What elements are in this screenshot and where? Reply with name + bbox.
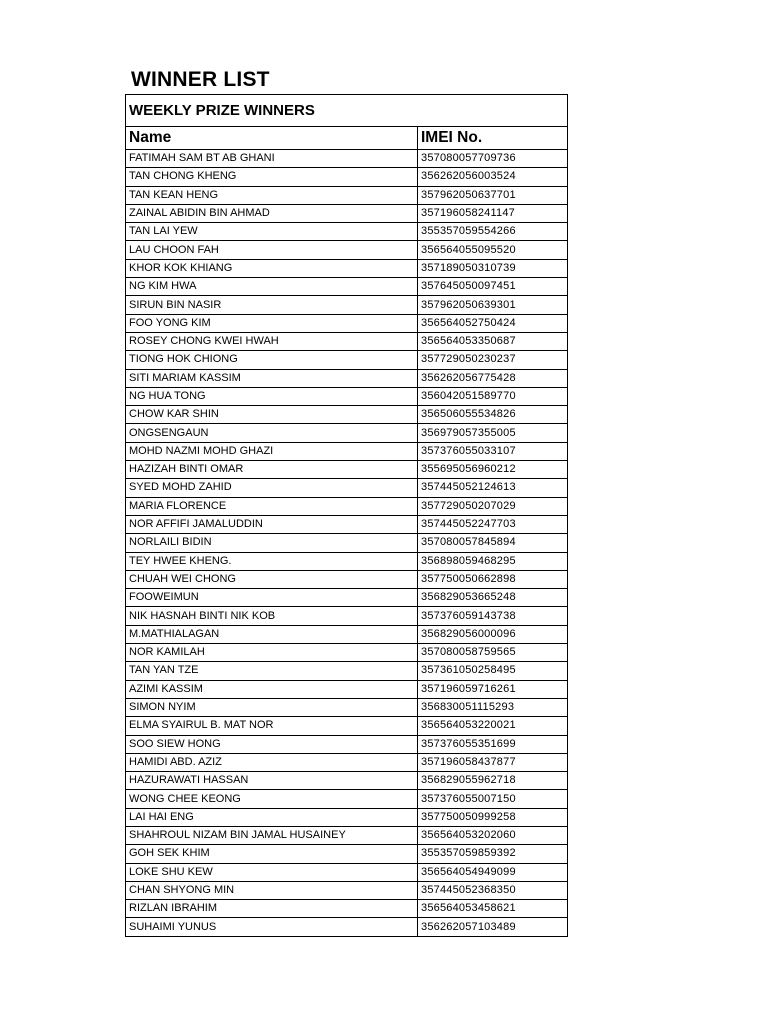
table-row bbox=[126, 570, 568, 588]
winner-name-cell: ONGSENGAUN bbox=[126, 424, 418, 442]
table-row bbox=[126, 424, 568, 442]
imei-cell: 355357059554266 bbox=[418, 223, 568, 241]
winner-name-cell: M.MATHIALAGAN bbox=[126, 625, 418, 643]
winner-name-cell: TAN CHONG KHENG bbox=[126, 168, 418, 186]
imei-cell: 356829056000096 bbox=[418, 625, 568, 643]
table-row bbox=[126, 698, 568, 716]
table-row bbox=[126, 790, 568, 808]
winner-name-cell: NG HUA TONG bbox=[126, 387, 418, 405]
winner-name-cell: SUHAIMI YUNUS bbox=[126, 918, 418, 936]
winner-name-cell: CHOW KAR SHIN bbox=[126, 406, 418, 424]
imei-cell: 357376059143738 bbox=[418, 607, 568, 625]
table-row bbox=[126, 863, 568, 881]
imei-cell: 357445052124613 bbox=[418, 479, 568, 497]
winner-name-cell: SOO SIEW HONG bbox=[126, 735, 418, 753]
imei-cell: 357080057845894 bbox=[418, 534, 568, 552]
imei-cell: 355357059859392 bbox=[418, 845, 568, 863]
table-row bbox=[126, 314, 568, 332]
winner-name-cell: CHAN SHYONG MIN bbox=[126, 881, 418, 899]
winner-name-cell: SYED MOHD ZAHID bbox=[126, 479, 418, 497]
imei-cell: 356564053202060 bbox=[418, 826, 568, 844]
winner-name-cell: NOR AFFIFI JAMALUDDIN bbox=[126, 515, 418, 533]
winner-name-cell: GOH SEK KHIM bbox=[126, 845, 418, 863]
table-row bbox=[126, 296, 568, 314]
imei-cell: 356564055095520 bbox=[418, 241, 568, 259]
winner-name-cell: SIRUN BIN NASIR bbox=[126, 296, 418, 314]
winner-name-cell: TIONG HOK CHIONG bbox=[126, 351, 418, 369]
winner-name-cell: HAZIZAH BINTI OMAR bbox=[126, 461, 418, 479]
table-row bbox=[126, 442, 568, 460]
winner-name-cell: NOR KAMILAH bbox=[126, 644, 418, 662]
imei-cell: 356564052750424 bbox=[418, 314, 568, 332]
table-row bbox=[126, 150, 568, 168]
table-row bbox=[126, 497, 568, 515]
imei-cell: 357080057709736 bbox=[418, 150, 568, 168]
table-row bbox=[126, 735, 568, 753]
table-row bbox=[126, 278, 568, 296]
imei-cell: 357376055033107 bbox=[418, 442, 568, 460]
imei-cell: 355695056960212 bbox=[418, 461, 568, 479]
winner-name-cell: CHUAH WEI CHONG bbox=[126, 570, 418, 588]
table-row bbox=[126, 589, 568, 607]
winner-name-cell: ROSEY CHONG KWEI HWAH bbox=[126, 332, 418, 350]
imei-cell: 357729050207029 bbox=[418, 497, 568, 515]
table-row bbox=[126, 662, 568, 680]
winner-name-cell: ELMA SYAIRUL B. MAT NOR bbox=[126, 717, 418, 735]
table-row bbox=[126, 186, 568, 204]
table-row bbox=[126, 717, 568, 735]
winner-table-body bbox=[126, 95, 568, 937]
table-row bbox=[126, 552, 568, 570]
winner-name-cell: FOO YONG KIM bbox=[126, 314, 418, 332]
winner-name-cell: LAU CHOON FAH bbox=[126, 241, 418, 259]
table-row bbox=[126, 406, 568, 424]
winner-name-cell: SITI MARIAM KASSIM bbox=[126, 369, 418, 387]
winner-name-cell: MOHD NAZMI MOHD GHAZI bbox=[126, 442, 418, 460]
section-heading: WEEKLY PRIZE WINNERS bbox=[126, 95, 568, 127]
winner-name-cell: KHOR KOK KHIANG bbox=[126, 259, 418, 277]
table-row bbox=[126, 479, 568, 497]
winner-name-cell: TAN LAI YEW bbox=[126, 223, 418, 241]
imei-cell: 356506055534826 bbox=[418, 406, 568, 424]
imei-cell: 357189050310739 bbox=[418, 259, 568, 277]
winner-table bbox=[125, 94, 568, 937]
imei-cell: 357445052247703 bbox=[418, 515, 568, 533]
winner-name-cell: HAMIDI ABD. AZIZ bbox=[126, 753, 418, 771]
winner-name-cell: TEY HWEE KHENG. bbox=[126, 552, 418, 570]
table-row bbox=[126, 241, 568, 259]
section-heading-row bbox=[126, 95, 568, 127]
table-row bbox=[126, 607, 568, 625]
imei-cell: 356564053220021 bbox=[418, 717, 568, 735]
winner-name-cell: ZAINAL ABIDIN BIN AHMAD bbox=[126, 204, 418, 222]
imei-cell: 356042051589770 bbox=[418, 387, 568, 405]
winner-name-cell: LAI HAI ENG bbox=[126, 808, 418, 826]
winner-name-cell: HAZURAWATI HASSAN bbox=[126, 772, 418, 790]
column-header-row bbox=[126, 127, 568, 150]
imei-cell: 357750050999258 bbox=[418, 808, 568, 826]
table-row bbox=[126, 204, 568, 222]
imei-cell: 356262056003524 bbox=[418, 168, 568, 186]
imei-cell: 356564054949099 bbox=[418, 863, 568, 881]
winner-name-cell: TAN KEAN HENG bbox=[126, 186, 418, 204]
imei-cell: 356564053458621 bbox=[418, 900, 568, 918]
table-row bbox=[126, 772, 568, 790]
table-row bbox=[126, 625, 568, 643]
imei-cell: 356829055962718 bbox=[418, 772, 568, 790]
imei-cell: 356262056775428 bbox=[418, 369, 568, 387]
imei-cell: 357750050662898 bbox=[418, 570, 568, 588]
table-row bbox=[126, 900, 568, 918]
winner-name-cell: FATIMAH SAM BT AB GHANI bbox=[126, 150, 418, 168]
table-row bbox=[126, 534, 568, 552]
winner-name-cell: WONG CHEE KEONG bbox=[126, 790, 418, 808]
imei-cell: 357645050097451 bbox=[418, 278, 568, 296]
winner-name-cell: LOKE SHU KEW bbox=[126, 863, 418, 881]
imei-cell: 357962050639301 bbox=[418, 296, 568, 314]
imei-cell: 356979057355005 bbox=[418, 424, 568, 442]
winner-name-cell: NORLAILI BIDIN bbox=[126, 534, 418, 552]
imei-cell: 356829053665248 bbox=[418, 589, 568, 607]
winner-name-cell: AZIMI KASSIM bbox=[126, 680, 418, 698]
table-row bbox=[126, 680, 568, 698]
table-row bbox=[126, 644, 568, 662]
table-row bbox=[126, 918, 568, 936]
imei-cell: 357196058437877 bbox=[418, 753, 568, 771]
table-row bbox=[126, 753, 568, 771]
imei-cell: 356898059468295 bbox=[418, 552, 568, 570]
table-row bbox=[126, 881, 568, 899]
imei-cell: 357361050258495 bbox=[418, 662, 568, 680]
table-row bbox=[126, 808, 568, 826]
table-row bbox=[126, 223, 568, 241]
page-title: WINNER LIST bbox=[131, 68, 270, 91]
winner-name-cell: TAN YAN TZE bbox=[126, 662, 418, 680]
table-row bbox=[126, 259, 568, 277]
table-row bbox=[126, 351, 568, 369]
winner-name-cell: NIK HASNAH BINTI NIK KOB bbox=[126, 607, 418, 625]
table-row bbox=[126, 387, 568, 405]
imei-cell: 357376055007150 bbox=[418, 790, 568, 808]
imei-cell: 357962050637701 bbox=[418, 186, 568, 204]
winner-name-cell: FOOWEIMUN bbox=[126, 589, 418, 607]
imei-cell: 357376055351699 bbox=[418, 735, 568, 753]
table-row bbox=[126, 332, 568, 350]
winner-name-cell: SIMON NYIM bbox=[126, 698, 418, 716]
imei-cell: 357196058241147 bbox=[418, 204, 568, 222]
table-row bbox=[126, 168, 568, 186]
imei-cell: 357445052368350 bbox=[418, 881, 568, 899]
winner-name-cell: RIZLAN IBRAHIM bbox=[126, 900, 418, 918]
column-header-name: Name bbox=[126, 127, 418, 150]
imei-cell: 357729050230237 bbox=[418, 351, 568, 369]
imei-cell: 357080058759565 bbox=[418, 644, 568, 662]
imei-cell: 356830051115293 bbox=[418, 698, 568, 716]
table-row bbox=[126, 369, 568, 387]
imei-cell: 356262057103489 bbox=[418, 918, 568, 936]
winner-name-cell: MARIA FLORENCE bbox=[126, 497, 418, 515]
table-row bbox=[126, 515, 568, 533]
table-row bbox=[126, 461, 568, 479]
imei-cell: 357196059716261 bbox=[418, 680, 568, 698]
winner-name-cell: NG KIM HWA bbox=[126, 278, 418, 296]
imei-cell: 356564053350687 bbox=[418, 332, 568, 350]
winner-name-cell: SHAHROUL NIZAM BIN JAMAL HUSAINEY bbox=[126, 826, 418, 844]
table-row bbox=[126, 845, 568, 863]
column-header-imei: IMEI No. bbox=[418, 127, 568, 150]
table-row bbox=[126, 826, 568, 844]
